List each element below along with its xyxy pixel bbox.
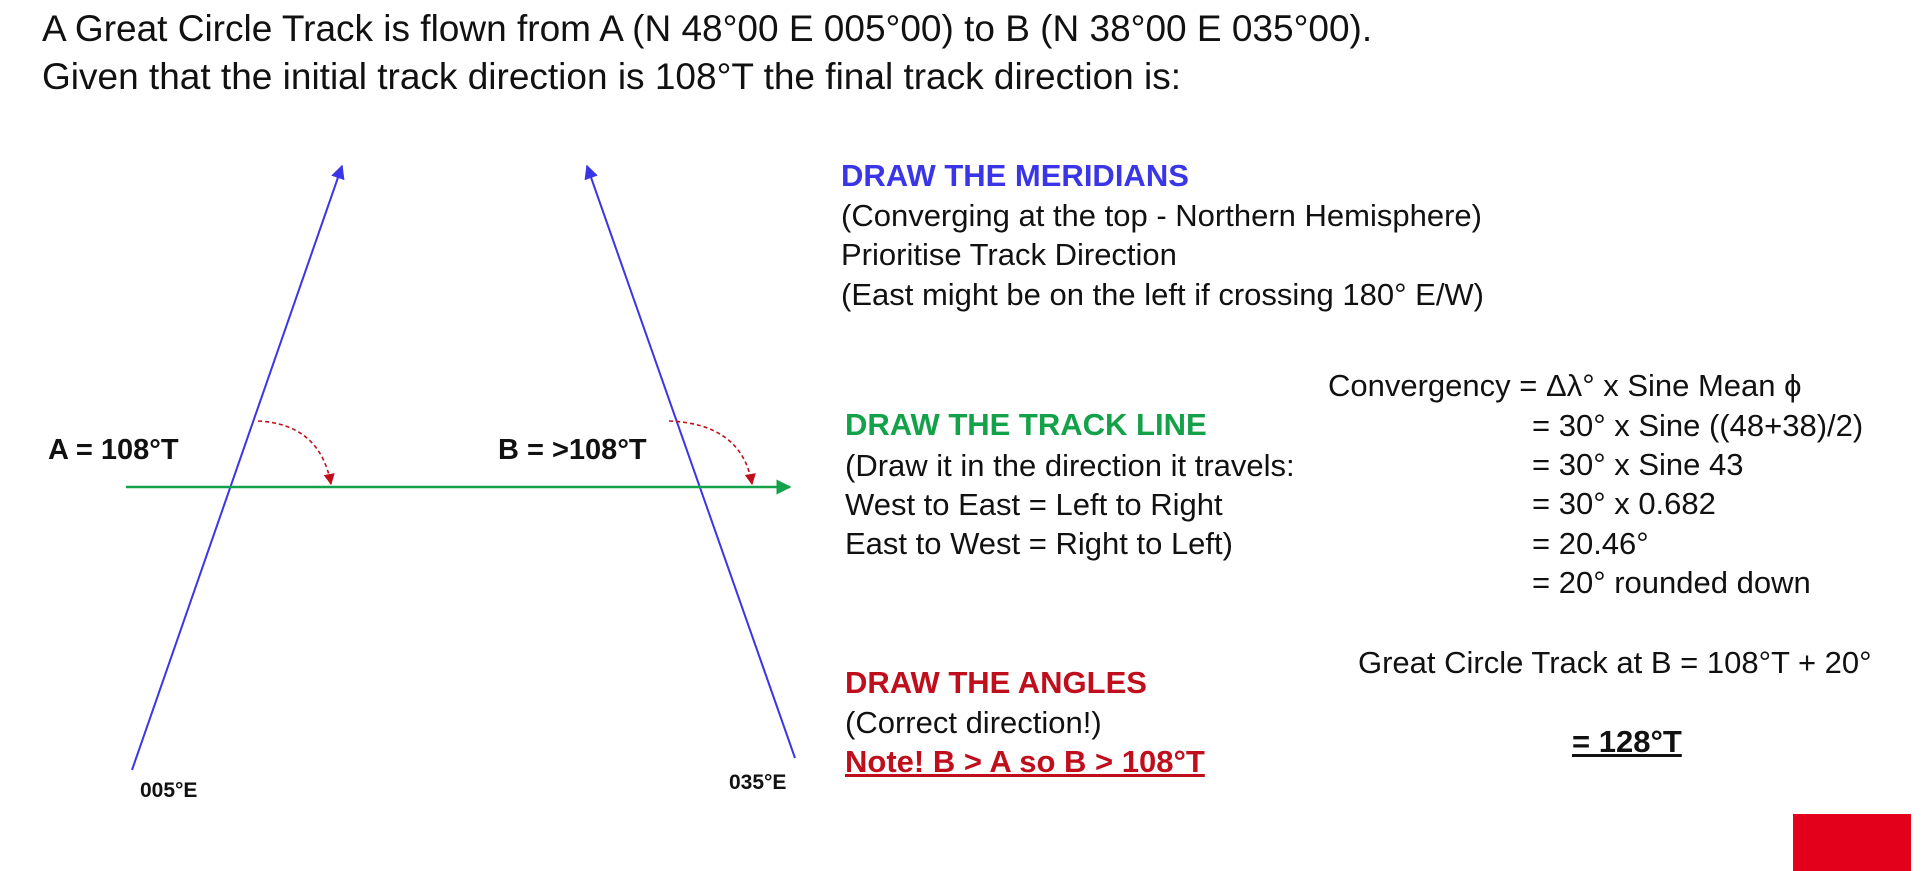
calc-line-4: = 30° x 0.682 (1532, 486, 1716, 521)
question-line-2: Given that the initial track direction is 108°T the final track direction is: (42, 56, 1182, 97)
meridians-line-1: (Converging at the top - Northern Hemisphere) (841, 198, 1482, 233)
track-line-3: East to West = Right to Left) (845, 526, 1233, 561)
corner-logo-block (1793, 814, 1911, 871)
angles-heading: DRAW THE ANGLES (845, 665, 1147, 700)
meridians-line-2: Prioritise Track Direction (841, 237, 1177, 272)
track-heading: DRAW THE TRACK LINE (845, 407, 1207, 442)
calc-line-5: = 20.46° (1532, 526, 1649, 561)
label-a: A = 108°T (48, 434, 179, 466)
final-result: = 128°T (1572, 724, 1682, 759)
angle-arc-b (669, 421, 752, 484)
question-line-1: A Great Circle Track is flown from A (N 48°00 E 005°00) to B (N 38°00 E 035°00). (42, 8, 1373, 49)
meridians-heading: DRAW THE MERIDIANS (841, 158, 1189, 193)
meridian-label-left: 005°E (140, 779, 198, 802)
final-track-line: Great Circle Track at B = 108°T + 20° (1358, 645, 1872, 680)
calc-line-2: = 30° x Sine ((48+38)/2) (1532, 408, 1864, 443)
angles-note: Note! B > A so B > 108°T (845, 744, 1205, 779)
meridian-label-right: 035°E (729, 771, 787, 794)
calc-line-6: = 20° rounded down (1532, 565, 1811, 600)
label-b: B = >108°T (498, 434, 647, 466)
calc-line-1: Convergency = Δλ° x Sine Mean ϕ (1328, 368, 1802, 403)
angle-arc-a (258, 421, 331, 484)
track-line-2: West to East = Left to Right (845, 487, 1223, 522)
calc-line-3: = 30° x Sine 43 (1532, 447, 1744, 482)
track-line-1: (Draw it in the direction it travels: (845, 448, 1295, 483)
angles-line-1: (Correct direction!) (845, 705, 1102, 740)
meridian-005e-line (132, 166, 342, 770)
meridians-line-3: (East might be on the left if crossing 180° E/W) (841, 277, 1485, 312)
